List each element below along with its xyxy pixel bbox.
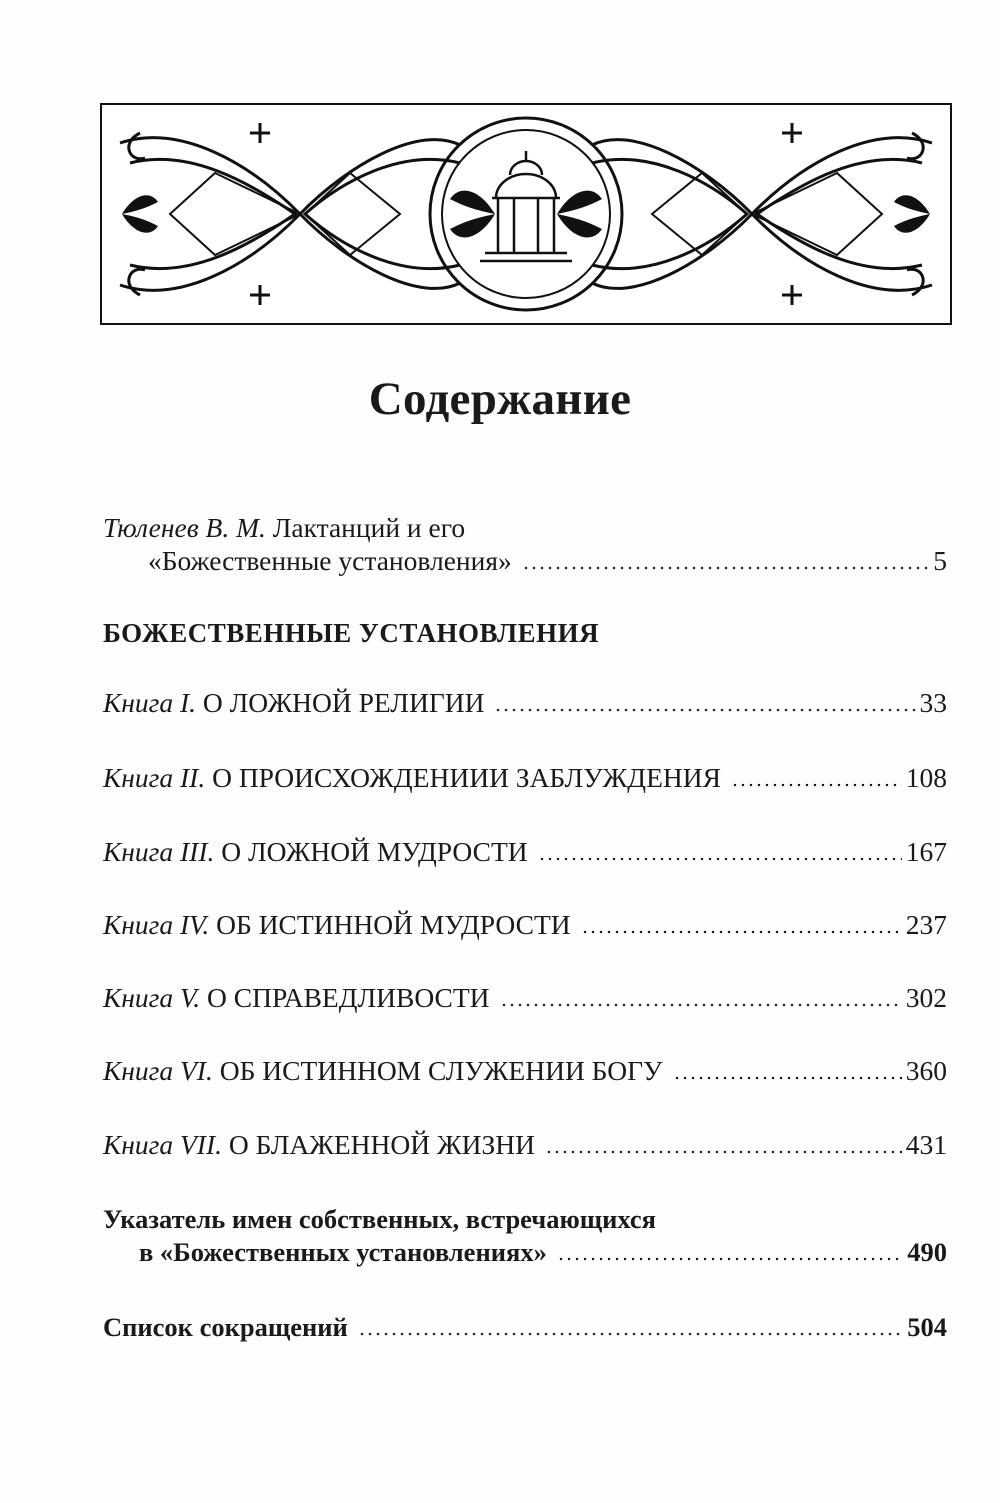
leader-dots: [581, 930, 902, 934]
toc-entry-book-4[interactable]: [103, 911, 947, 939]
page-number: 302: [905, 982, 947, 1013]
page-title: Содержание: [368, 373, 632, 425]
toc-entry-book-3[interactable]: [103, 838, 947, 866]
book-title: О СПРАВЕДЛИВОСТИ: [207, 982, 490, 1013]
toc-entry-book-1[interactable]: [103, 689, 947, 717]
book-number: Книга I.: [103, 687, 197, 718]
toc-entry-book-6[interactable]: [103, 1057, 947, 1085]
abbreviations-label: Список сокращений: [103, 1312, 348, 1342]
book-number: Книга II.: [103, 762, 206, 793]
book-number: Книга IV.: [103, 909, 210, 940]
intro-author: Тюленев В. М.: [103, 512, 266, 543]
section-heading: БОЖЕСТВЕННЫЕ УСТАНОВЛЕНИЯ: [103, 618, 600, 648]
book-title: О ЛОЖНОЙ РЕЛИГИИ: [202, 687, 485, 718]
toc-entry-intro[interactable]: [148, 547, 947, 575]
book-number: Книга V.: [103, 982, 201, 1013]
book-title: ОБ ИСТИННОЙ МУДРОСТИ: [216, 909, 571, 940]
book-number: Книга III.: [103, 836, 215, 867]
book-title: О ПРОИСХОЖДЕНИИИ ЗАБЛУЖДЕНИЯ: [212, 762, 721, 793]
intro-line-1: [103, 514, 465, 542]
intro-title-line-1: Лактанций и его: [272, 512, 466, 543]
index-line-1: Указатель имен собственных, встречающихся: [103, 1204, 656, 1234]
leader-dots: [358, 1332, 903, 1336]
page-number: 504: [907, 1312, 947, 1342]
leader-dots: [673, 1076, 902, 1080]
toc-entry-book-5[interactable]: [103, 984, 947, 1012]
page-number: 360: [905, 1055, 947, 1086]
page-number: 237: [905, 909, 947, 940]
page-number: 108: [905, 762, 947, 793]
leader-dots: [731, 783, 902, 787]
page-number: 167: [905, 836, 947, 867]
book-number: Книга VI.: [103, 1055, 213, 1086]
toc-entry-book-2[interactable]: [103, 764, 947, 792]
leader-dots: [557, 1257, 903, 1261]
leader-dots: [538, 857, 902, 861]
book-number: Книга VII.: [103, 1129, 222, 1160]
index-line-2: в «Божественных установлениях»: [139, 1237, 547, 1267]
page-number: 490: [907, 1237, 947, 1267]
book-title: О БЛАЖЕННОЙ ЖИЗНИ: [228, 1129, 535, 1160]
intro-title-line-2: «Божественные установления»: [148, 545, 512, 576]
toc-entry-index[interactable]: [139, 1239, 947, 1266]
leader-dots: [494, 708, 915, 712]
headpiece-ornament-icon: [100, 103, 952, 325]
toc-entry-abbreviations[interactable]: [103, 1314, 947, 1341]
leader-dots: [545, 1150, 902, 1154]
book-title: О ЛОЖНОЙ МУДРОСТИ: [221, 836, 528, 867]
page-number: 431: [905, 1129, 947, 1160]
toc-entry-book-7[interactable]: [103, 1131, 947, 1159]
book-title: ОБ ИСТИННОМ СЛУЖЕНИИ БОГУ: [219, 1055, 663, 1086]
page-number: 5: [933, 545, 947, 576]
leader-dots: [500, 1003, 902, 1007]
page-number: 33: [919, 687, 947, 718]
leader-dots: [522, 566, 930, 570]
